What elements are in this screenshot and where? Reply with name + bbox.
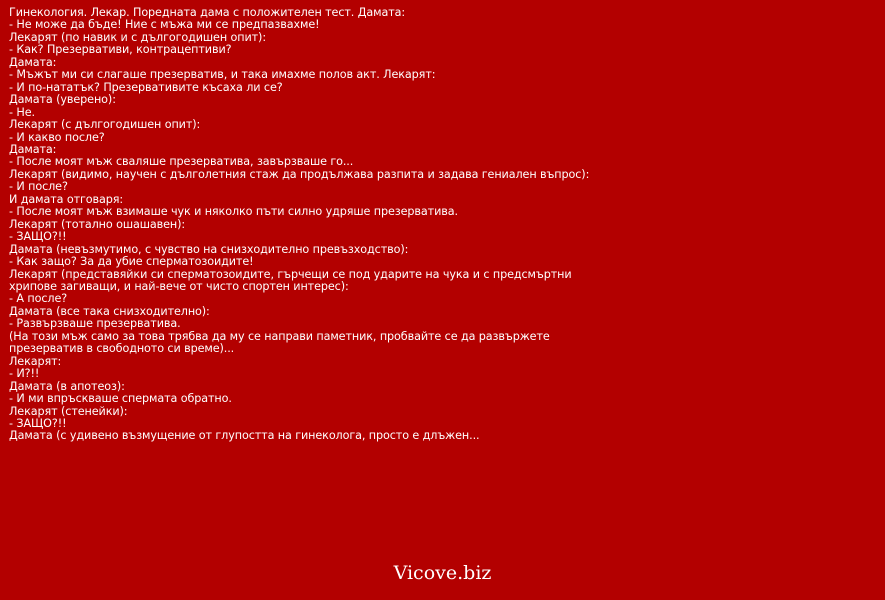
joke-line: Дамата: [9,55,57,69]
joke-line: - Развързваше презерватива. [9,317,181,331]
joke-line: - И после? [9,180,68,194]
joke-line: - ЗАЩО?!! [9,230,67,244]
joke-line: - После моят мъж взимаше чук и няколко пъти силно удряше презерватива. [9,205,458,219]
joke-line: Дамата (в апотеоз): [9,379,125,393]
joke-line: - И по-нататък? Презервативите късаха ли се? [9,80,283,94]
joke-line: Лекарят (видимо, научен с дълголетния стаж да продължава разпита и задава гениален въпрос): [9,167,590,181]
joke-line: - И какво после? [9,130,105,144]
joke-line: Гинекология. Лекар. Поредната дама с положителен тест. Дамата: [9,6,406,19]
joke-line: Лекарят: [9,354,62,368]
joke-line: - И?!! [9,367,40,381]
joke-line: Лекарят (по навик и с дългогодишен опит): [9,30,266,44]
joke-line: (На този мъж само за това трябва да му се направи паметник, пробвайте се да развържете презерватив в свободното си време)... [9,329,554,356]
joke-line: - После моят мъж сваляше презерватива, завързваше го... [9,155,354,169]
joke-line: Дамата (уверено): [9,93,116,107]
joke-line: - И ми впръскваше спермата обратно. [9,392,232,406]
joke-line: - Мъжът ми си слагаше презерватив, и така имахме полов акт. Лекарят: [9,68,436,82]
joke-line: Лекарят (стенейки): [9,404,128,418]
joke-line: - Как защо? За да убие сперматозоидите! [9,255,254,269]
joke-text [9,7,599,443]
joke-line: Дамата: [9,142,57,156]
joke-line: Лекарят (тотално ошашавен): [9,217,186,231]
joke-line: Дамата (все така снизходително): [9,304,210,318]
joke-line: - Не може да бъде! Ние с мъжа ми се предпазвахме! [9,18,320,32]
joke-line: И дамата отговаря: [9,192,124,206]
joke-line: Лекарят (с дългогодишен опит): [9,118,201,132]
joke-line: - А после? [9,292,68,306]
site-brand: Vicove.biz [393,562,492,584]
joke-line: - Не. [9,105,35,119]
joke-line: - ЗАЩО?!! [9,416,67,430]
joke-line: - Как? Презервативи, контрацептиви? [9,43,232,57]
joke-line: Дамата (с удивено възмущение от глупостта на гинеколога, просто е длъжен... [9,429,480,443]
joke-line: Лекарят (представяйки си сперматозоидите, гърчещи се под ударите на чука и с предсмъртни хрипове загиващи, и най-вече от чисто спортен интерес): [9,267,575,293]
joke-line: Дамата (невъзмутимо, с чувство на снизходително превъзходство): [9,242,409,256]
